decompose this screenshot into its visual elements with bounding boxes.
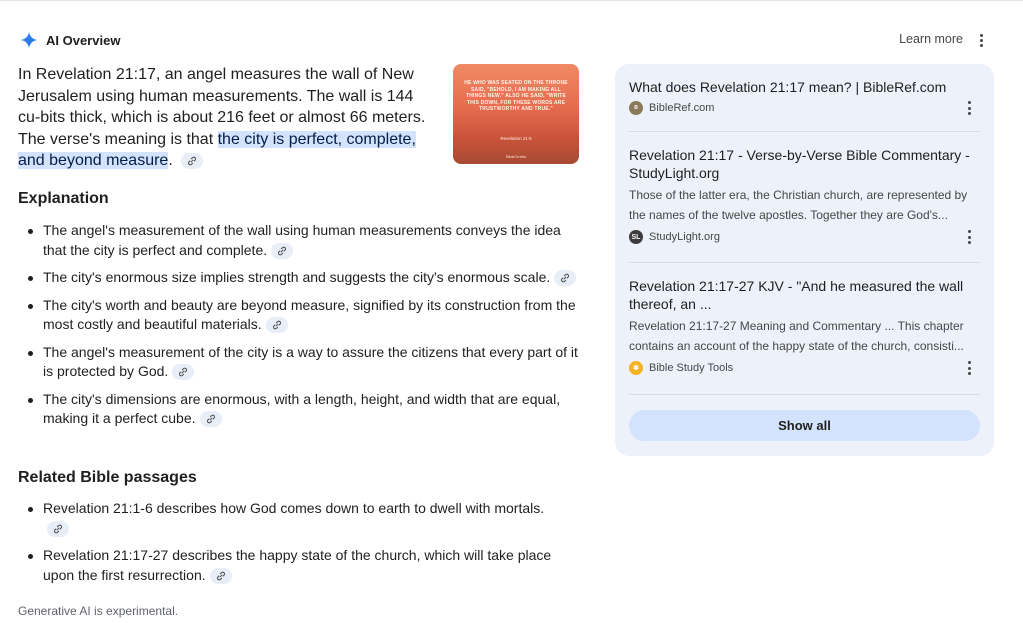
- source-card-bibleref[interactable]: [629, 78, 980, 116]
- source-options-icon[interactable]: [968, 230, 974, 244]
- thumbnail-reference: Revelation 21:5: [500, 136, 532, 141]
- biblestudytools-favicon-icon: ✱: [629, 361, 643, 375]
- list-item: The city's enormous size implies strength and suggests the city's enormous scale.: [24, 268, 580, 288]
- source-options-icon[interactable]: [968, 101, 974, 115]
- list-item: The city's worth and beauty are beyond measure, signified by its construction from the most costly and beautiful materials.: [24, 296, 580, 335]
- sparkle-icon: [20, 31, 38, 49]
- citation-link-icon[interactable]: [554, 270, 576, 286]
- ai-overview-title: AI Overview: [46, 32, 121, 48]
- more-options-icon[interactable]: [973, 30, 989, 50]
- source-title[interactable]: Revelation 21:17 - Verse-by-Verse Bible Commentary - StudyLight.org: [629, 147, 970, 181]
- source-title[interactable]: Revelation 21:17-27 KJV - "And he measured the wall thereof, an ...: [629, 278, 964, 312]
- source-card-studylight[interactable]: [629, 146, 980, 245]
- source-site-name: StudyLight.org: [649, 231, 720, 243]
- source-card-biblestudytools[interactable]: [629, 277, 980, 376]
- summary-highlight: the city is perfect, complete, and beyond measure: [18, 130, 416, 169]
- source-description: Those of the latter era, the Christian church, are represented by the names of the twelve apostles. Together they are God's...: [629, 188, 968, 222]
- source-site: [629, 100, 980, 116]
- source-site: [629, 229, 980, 245]
- list-item: The city's dimensions are enormous, with a length, height, and width that are equal, making it a perfect cube.: [24, 390, 580, 429]
- thumbnail-brand: BibleTruths: [505, 154, 527, 159]
- source-options-icon[interactable]: [968, 361, 974, 375]
- source-divider: [629, 131, 980, 132]
- citation-link-icon[interactable]: [266, 317, 288, 333]
- summary-text: In Revelation 21:17, an angel measures the wall of New Jerusalem using human measurements. The wall is 144 cu-bits thick, which is about 216 feet or almost 66 meters. The verse's meaning is that: [18, 66, 426, 148]
- list-item: Revelation 21:1-6 describes how God comes down to earth to dwell with mortals.: [24, 499, 564, 538]
- source-description: Revelation 21:17-27 Meaning and Commentary ... This chapter contains an account of the happy state of the church, consisti...: [629, 319, 964, 353]
- bibleref-favicon-icon: B: [629, 101, 643, 115]
- citation-link-icon[interactable]: [47, 521, 69, 537]
- source-title[interactable]: What does Revelation 21:17 mean? | BibleRef.com: [629, 79, 947, 95]
- overview-summary: [18, 64, 438, 172]
- experimental-disclaimer: Generative AI is experimental.: [18, 604, 179, 618]
- verse-image-thumbnail[interactable]: [453, 64, 579, 164]
- related-passages-list: [24, 499, 564, 593]
- thumbnail-verse-text: HE WHO WAS SEATED ON THE THRONE SAID, "BEHOLD, I AM MAKING ALL THINGS NEW." ALSO HE SAID, "WRITE THIS DOWN, FOR THESE WORDS ARE TRUSTWORTHY AND TRUE.": [464, 80, 568, 112]
- citation-link-icon[interactable]: [172, 364, 194, 380]
- explanation-list: [24, 221, 580, 437]
- citation-link-icon[interactable]: [271, 243, 293, 259]
- source-site-name: Bible Study Tools: [649, 362, 734, 374]
- citation-link-icon[interactable]: [210, 568, 232, 584]
- list-item: The angel's measurement of the city is a way to assure the citizens that every part of it is protected by God.: [24, 343, 580, 382]
- list-item: Revelation 21:17-27 describes the happy state of the church, which will take place upon the first resurrection.: [24, 546, 564, 585]
- sources-panel: [615, 64, 994, 456]
- summary-end: .: [168, 152, 173, 169]
- source-site: [629, 360, 980, 376]
- explanation-heading: Explanation: [18, 190, 109, 207]
- source-divider: [629, 394, 980, 395]
- show-all-button[interactable]: Show all: [629, 410, 980, 441]
- list-item: The angel's measurement of the wall using human measurements conveys the idea that the city is perfect and complete.: [24, 221, 580, 260]
- learn-more-link[interactable]: Learn more: [899, 32, 963, 46]
- studylight-favicon-icon: SL: [629, 230, 643, 244]
- ai-overview-header: [20, 28, 1003, 52]
- source-site-name: BibleRef.com: [649, 102, 715, 114]
- top-divider: [0, 0, 1023, 1]
- citation-link-icon[interactable]: [200, 411, 222, 427]
- related-passages-heading: Related Bible passages: [18, 469, 197, 486]
- citation-link-icon[interactable]: [181, 153, 203, 169]
- source-divider: [629, 262, 980, 263]
